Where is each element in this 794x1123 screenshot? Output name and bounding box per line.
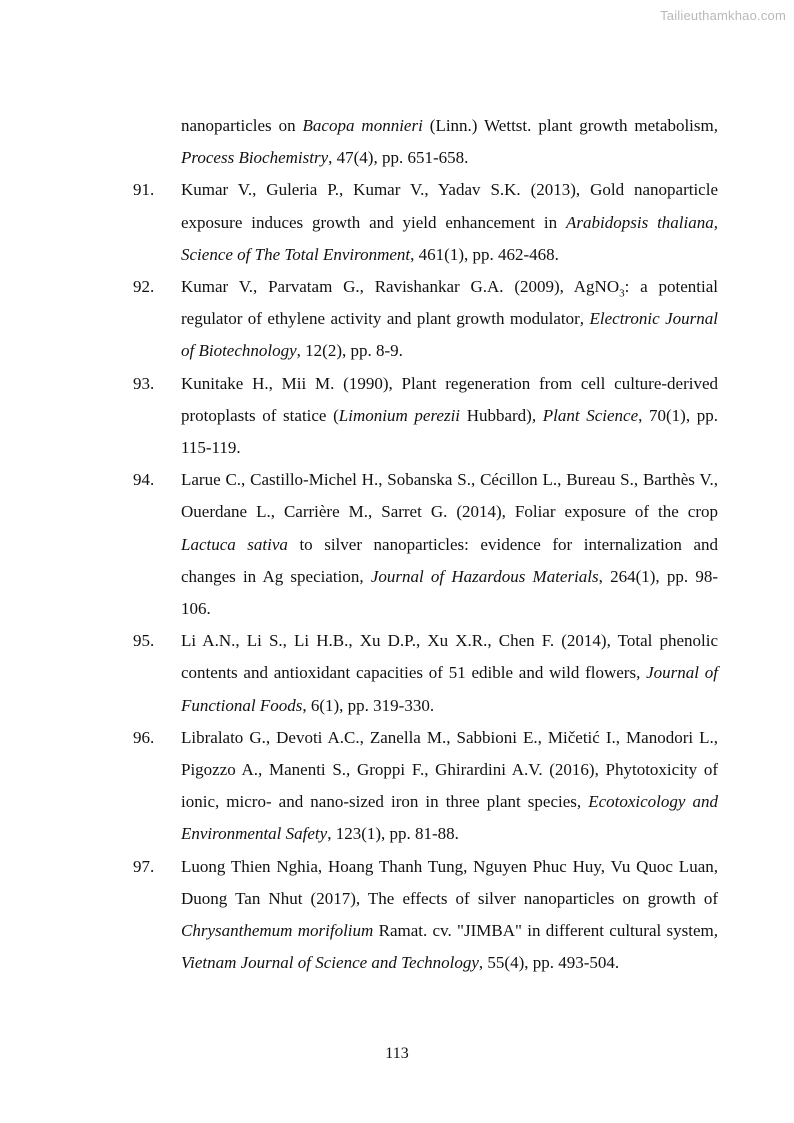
reference-item bbox=[133, 722, 718, 851]
reference-segment: Li A.N., Li S., Li H.B., Xu D.P., Xu X.R., Chen F. (2014), Total phenolic contents and antioxidant capacities of 51 edible and wild flowers bbox=[181, 631, 718, 683]
reference-number: 92. bbox=[133, 277, 155, 297]
reference-number: 94. bbox=[133, 470, 155, 490]
reference-number: 97. bbox=[133, 856, 155, 876]
reference-text bbox=[181, 174, 718, 271]
reference-segment: , 264(1), pp. 98-106. bbox=[181, 566, 718, 619]
reference-segment: nanoparticles on bbox=[181, 116, 303, 135]
reference-segment: , 123(1), pp. 81-88. bbox=[327, 824, 459, 844]
reference-segment: , 12(2), pp. 8-9. bbox=[296, 341, 403, 361]
reference-italic-segment: , Ecotoxicology and Environmental Safety bbox=[181, 792, 718, 844]
reference-italic-segment: , Journal of Hazardous Materials bbox=[359, 566, 599, 586]
reference-segment: Libralato G., Devoti A.C., Zanella M., Sabbioni E., Mičetić I., Manodori L., Pigozzo A., Manenti S., Groppi F., Ghirardini A.V. (2016), Phytotoxicity of ionic, micro- and nano-sized iron in three plant species bbox=[181, 727, 718, 812]
reference-segment: Kumar V., Parvatam G., Ravishankar G.A. (2009), AgNO bbox=[181, 277, 620, 297]
reference-item bbox=[133, 368, 718, 465]
reference-segment: to silver nanoparticles: evidence for internalization and changes in Ag speciation bbox=[181, 534, 718, 586]
reference-italic-segment: Lactuca sativa bbox=[181, 534, 288, 554]
reference-italic-segment: , Vietnam Journal of Science and Technology bbox=[181, 921, 718, 973]
reference-list bbox=[133, 110, 718, 979]
reference-text bbox=[181, 368, 718, 465]
reference-italic-segment: Chrysanthemum morifolium bbox=[181, 921, 374, 941]
reference-segment: : a potential regulator of ethylene activity and plant growth modulator bbox=[181, 277, 718, 329]
reference-item bbox=[133, 110, 718, 174]
reference-text bbox=[181, 625, 718, 722]
reference-item bbox=[133, 851, 718, 980]
reference-text bbox=[181, 110, 718, 174]
page-number: 113 bbox=[385, 1045, 409, 1062]
reference-number: 91. bbox=[133, 180, 155, 200]
reference-italic-segment: , Plant Science bbox=[531, 405, 639, 425]
reference-segment: , 47(4), pp. 651-658. bbox=[328, 148, 469, 168]
reference-number: 93. bbox=[133, 373, 155, 393]
reference-number: 95. bbox=[133, 631, 155, 651]
reference-italic-segment: Limonium perezii bbox=[338, 405, 461, 425]
reference-segment: , 70(1), pp. 115-119. bbox=[181, 405, 718, 458]
reference-item bbox=[133, 464, 718, 625]
reference-italic-segment: , Journal of Functional Foods bbox=[181, 663, 718, 715]
reference-segment: Larue C., Castillo-Michel H., Sobanska S., Cécillon L., Bureau S., Barthès V., Ouerdane L., Carrière M., Sarret G. (2014), Foliar exposure of the crop bbox=[181, 470, 718, 522]
reference-text bbox=[181, 464, 718, 625]
reference-segment: Kunitake H., Mii M. (1990), Plant regeneration from cell culture-derived protoplasts of statice ( bbox=[181, 373, 718, 425]
reference-text bbox=[181, 722, 718, 851]
reference-segment: Ramat. cv. "JIMBA" in different cultural system bbox=[373, 921, 714, 941]
watermark: Tailieuthamkhao.com bbox=[660, 8, 786, 23]
reference-italic-segment: , Process Biochemistry bbox=[181, 116, 718, 168]
reference-italic-segment: , Electronic Journal of Biotechnology bbox=[181, 309, 718, 361]
reference-segment: , 6(1), pp. 319-330. bbox=[302, 695, 435, 715]
reference-segment: , 55(4), pp. 493-504. bbox=[478, 953, 620, 973]
reference-item bbox=[133, 271, 718, 368]
reference-segment: Hubbard) bbox=[460, 405, 532, 425]
reference-text bbox=[181, 851, 718, 980]
reference-number: 96. bbox=[133, 727, 155, 747]
reference-segment: , 461(1), pp. 462-468. bbox=[410, 244, 559, 264]
reference-text bbox=[181, 271, 718, 368]
reference-segment: Luong Thien Nghia, Hoang Thanh Tung, Nguyen Phuc Huy, Vu Quoc Luan, Duong Tan Nhut (2017), The effects of silver nanoparticles on growth of bbox=[181, 856, 718, 908]
reference-segment: (Linn.) Wettst. plant growth metabolism bbox=[422, 116, 714, 135]
reference-segment: 3 bbox=[619, 287, 625, 300]
reference-segment: Kumar V., Guleria P., Kumar V., Yadav S.K. (2013), Gold nanoparticle exposure induces growth and yield enhancement in bbox=[181, 180, 718, 232]
reference-item bbox=[133, 625, 718, 722]
reference-item bbox=[133, 174, 718, 271]
reference-italic-segment: Arabidopsis thaliana, Science of The Total Environment bbox=[181, 212, 718, 264]
reference-italic-segment: Bacopa monnieri bbox=[302, 116, 423, 135]
